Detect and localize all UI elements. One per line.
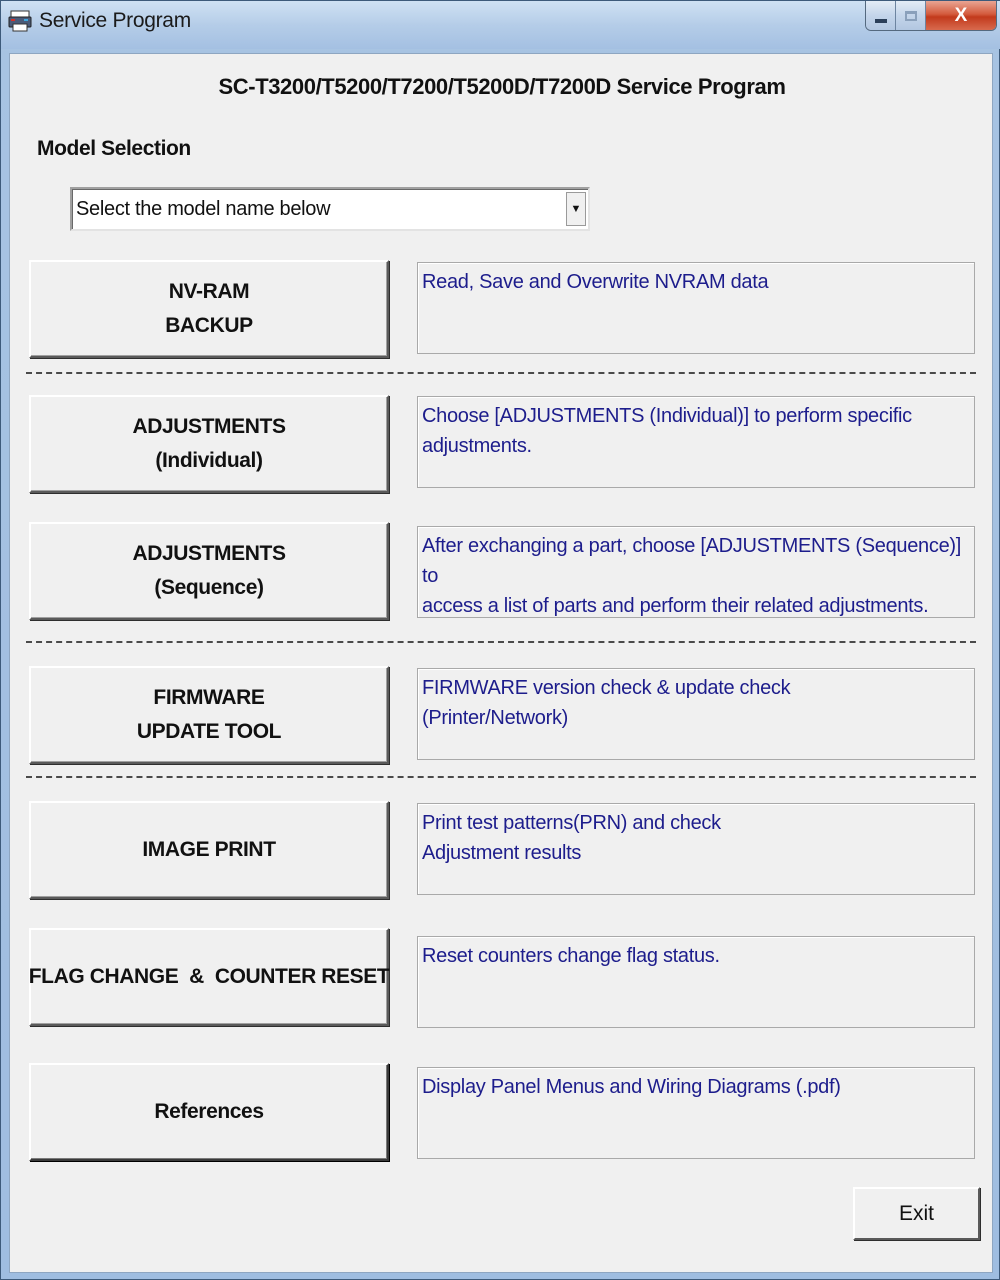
image-print-button[interactable]: IMAGE PRINT	[29, 801, 389, 899]
adjustments-individual-description: Choose [ADJUSTMENTS (Individual)] to perform specific adjustments.	[417, 396, 975, 488]
close-button[interactable]	[926, 1, 996, 30]
exit-button[interactable]: Exit	[853, 1187, 980, 1240]
firmware-update-description: FIRMWARE version check & update check (Printer/Network)	[417, 668, 975, 760]
flag-change-counter-reset-description: Reset counters change flag status.	[417, 936, 975, 1028]
model-select-dropdown[interactable]	[70, 187, 590, 231]
image-print-description: Print test patterns(PRN) and check Adjustment results	[417, 803, 975, 895]
minimize-button[interactable]	[866, 1, 896, 30]
references-description: Display Panel Menus and Wiring Diagrams (.pdf)	[417, 1067, 975, 1159]
nvram-backup-button[interactable]: NV-RAM BACKUP	[29, 260, 389, 358]
dropdown-arrow-icon[interactable]: ▼	[566, 192, 586, 226]
section-divider	[26, 372, 976, 374]
section-divider	[26, 776, 976, 778]
adjustments-individual-button[interactable]: ADJUSTMENTS (Individual)	[29, 395, 389, 493]
title-bar[interactable]	[1, 1, 1000, 49]
maximize-button[interactable]	[896, 1, 926, 30]
printer-app-icon	[8, 9, 32, 33]
adjustments-sequence-description: After exchanging a part, choose [ADJUSTMENTS (Sequence)] to access a list of parts and perform their related adjustments.	[417, 526, 975, 618]
flag-change-counter-reset-button[interactable]: FLAG CHANGE & COUNTER RESET	[29, 928, 389, 1026]
references-button[interactable]: References	[29, 1063, 389, 1161]
model-select-value: Select the model name below	[76, 198, 331, 220]
close-icon: X	[954, 4, 968, 26]
main-panel	[9, 53, 993, 1273]
program-title: SC-T3200/T5200/T7200/T5200D/T7200D Service Program	[218, 74, 786, 99]
maximize-icon	[905, 11, 917, 21]
window-caption-buttons	[865, 1, 997, 31]
adjustments-sequence-button[interactable]: ADJUSTMENTS (Sequence)	[29, 522, 389, 620]
window-title: Service Program	[39, 9, 191, 32]
minimize-icon	[875, 19, 887, 23]
model-selection-label: Model Selection	[37, 137, 191, 160]
section-divider	[26, 641, 976, 643]
firmware-update-tool-button[interactable]: FIRMWARE UPDATE TOOL	[29, 666, 389, 764]
nvram-backup-description: Read, Save and Overwrite NVRAM data	[417, 262, 975, 354]
